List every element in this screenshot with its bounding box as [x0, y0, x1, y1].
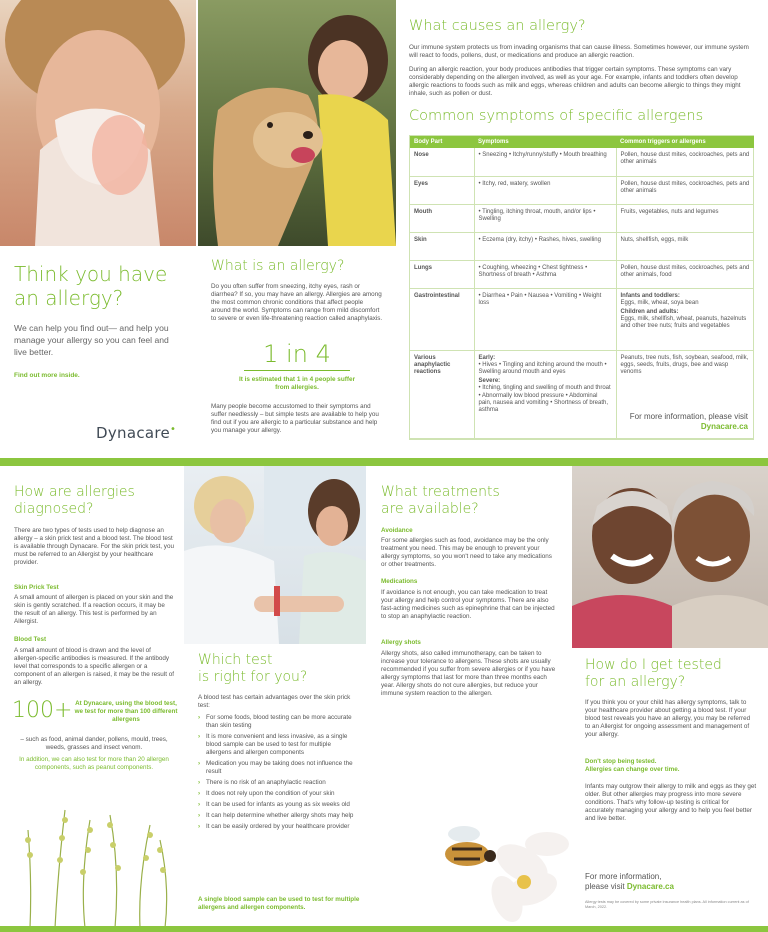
tested-body2: Infants may outgrow their allergy to milk and eggs as they get older. But other allergies may progress into more severe conditions. That's why follow-up testing is critical for accurately managing your allergy and to help you feel better and live better. — [585, 783, 757, 822]
list-item: › There is no risk of an anaphylactic reaction — [198, 779, 358, 787]
skin-prick-body: A small amount of allergen is placed on your skin and the skin is gently scratched. If a reaction occurs, it may be the result of an allergy. This test is performed by an Allergist. — [14, 594, 174, 625]
allergy-shots-body: Allergy shots, also called immunotherapy, can be taken to increase your tolerance to allergens. These shots are usually recommended if you suffer from severe allergies or if you have allergy symptoms that last for more than three months each year. Allergy shots do not cure allergies, but reduce your immune system reaction to the allergen. — [381, 650, 556, 697]
body-part-cell: Mouth — [410, 204, 474, 232]
body-part-cell: Lungs — [410, 260, 474, 288]
components-text: In addition, we can also test for more than 20 allergen components, such as peanut components. — [19, 756, 169, 771]
children-triggers: Eggs, milk, shellfish, wheat, peanuts, hazelnuts and other tree nuts; fruits and vegetables — [620, 316, 747, 330]
ragweed-plant-photo — [10, 800, 186, 928]
smiling-couple-photo — [572, 466, 768, 648]
symptoms-cell: • Diarrhea • Pain • Nausea • Vomiting • Weight loss — [474, 288, 616, 350]
triggers-cell: Pollen, house dust mites, cockroaches, pets and other animals — [616, 176, 754, 204]
medications-body: If avoidance is not enough, you can take medication to treat your allergy and help control your symptoms. There are also fast-acting medicines such as epinephrine that can be injected to stop an anaphylactic reaction. — [381, 589, 555, 620]
allergy-shots-title: Allergy shots — [381, 639, 421, 646]
list-item: › It can be used for infants as young as six weeks old — [198, 801, 358, 809]
list-item: › It can help determine whether allergy shots may help — [198, 812, 358, 820]
table-row — [410, 350, 754, 438]
symptoms-title: Common symptoms of specific allergens — [409, 108, 704, 124]
dynacare-url-link[interactable]: Dynacare.ca — [626, 882, 674, 891]
more-info-footer: For more information, please visit Dynacare.ca — [585, 872, 674, 891]
causes-p1: Our immune system protects us from invading organisms that can cause illness. Sometimes however, our immune system will react to foods, pollens, dust, or medications and produce an allergic reaction. — [409, 44, 749, 59]
symptoms-cell — [474, 350, 616, 438]
dynacare-url-link[interactable]: Dynacare.ca — [700, 421, 748, 431]
header-symptoms: Symptoms — [474, 136, 616, 148]
symptoms-cell: • Coughing, wheezing • Chest tightness • Shortness of breath • Asthma — [474, 260, 616, 288]
triggers-cell: Nuts, shellfish, eggs, milk — [616, 232, 754, 260]
list-item: › It can be easily ordered by your healthcare provider — [198, 823, 358, 831]
body-part-cell: Gastrointestinal — [410, 288, 474, 350]
blood-test-photo — [184, 466, 366, 644]
causes-p2: During an allergic reaction, your body produces antibodies that trigger certain symptoms. These symptoms can vary considerably depending on the allergen involved, as well as your age. For example, infants and toddlers often develop allergic reactions to foods such as milk and eggs, whereas children and adults can become allergic to things they might inhale, such as pollen or dust. — [409, 66, 741, 97]
table-more-info: For more information, please visit Dynacare.ca — [629, 411, 748, 431]
medications-title: Medications — [381, 578, 418, 585]
symptoms-cell: • Sneezing • Itchy/runny/stuffy • Mouth breathing — [474, 148, 616, 176]
table-header-row — [410, 136, 754, 148]
table-row — [410, 260, 754, 288]
diagnosed-intro: There are two types of tests used to help diagnose an allergy – a skin prick test and a blood test. The blood test is available through Dynacare. For the skin prick test, you must be referred to an Allergist by your healthcare provider. — [14, 527, 174, 566]
skin-prick-title: Skin Prick Test — [14, 584, 59, 591]
symptoms-cell: • Tingling, itching throat, mouth, and/or lips • Swelling — [474, 204, 616, 232]
stat-caption: It is estimated that 1 in 4 people suffer from allergies. — [238, 376, 356, 391]
table-row — [410, 204, 754, 232]
early-symptoms: • Hives • Tingling and itching around the mouth • Swelling around mouth and eyes — [478, 361, 607, 375]
list-item: › It is more convenient and less invasive, as a single blood sample can be used to test for multiple allergens and allergen components — [198, 733, 358, 757]
list-item: › Medication you may be taking does not influence the result — [198, 760, 358, 776]
table-row — [410, 232, 754, 260]
tested-title: How do I get tested for an allergy? — [585, 657, 722, 690]
blood-test-title: Blood Test — [14, 636, 47, 643]
list-item: › It does not rely upon the condition of your skin — [198, 790, 358, 798]
bee-flower-photo — [412, 804, 572, 928]
what-is-allergy-body: Do you often suffer from sneezing, itchy eyes, rash or diarrhea? If so, you may have an allergy. Allergies are among the most common chronic conditions that affect people around the world. Symptoms can range from mild discomfort to severe or even life-threatening reaction called anaphylaxis. — [211, 283, 383, 322]
header-triggers: Common triggers or allergens — [616, 136, 754, 148]
table-row — [410, 288, 754, 350]
sneezing-woman-photo — [0, 0, 196, 246]
table-row — [410, 148, 754, 176]
what-is-allergy-body2: Many people become accustomed to their symptoms and suffer needlessly – but simple tests are available to help you find out if you are allergic to a particular substance and help you manage your allergy. — [211, 403, 379, 434]
triggers-cell: Pollen, house dust mites, cockroaches, pets and other animals, food — [616, 260, 754, 288]
big-number: 100+ — [12, 698, 73, 723]
fine-print: Allergy tests may be covered by some private insurance health plans. All information current as of March, 2022. — [585, 900, 749, 909]
stat-number: 1 in 4 — [263, 340, 331, 368]
big-number-caption: At Dynacare, using the blood test, we test for more than 100 different allergens — [74, 700, 178, 723]
triggers-cell: Pollen, house dust mites, cockroaches, pets and other animals — [616, 148, 754, 176]
diagnosed-title: How are allergies diagnosed? — [14, 484, 135, 517]
early-label: Early: — [478, 354, 496, 361]
children-label: Children and adults: — [620, 308, 679, 315]
dynacare-logo: Dynacare• — [96, 424, 177, 442]
severe-symptoms: • Itching, tingling and swelling of mouth and throat • Abnormally low blood pressure • Abdominal pain, nausea and vomiting • Shortness of breath, asthma — [478, 385, 611, 413]
causes-title: What causes an allergy? — [409, 18, 586, 34]
body-part-cell: Nose — [410, 148, 474, 176]
triggers-cell: Fruits, vegetables, nuts and legumes — [616, 204, 754, 232]
avoidance-title: Avoidance — [381, 527, 413, 534]
infants-triggers: Eggs, milk, wheat, soya bean — [620, 299, 699, 306]
right-for-you-intro: A blood test has certain advantages over the skin prick test: — [198, 694, 351, 709]
anaphylactic-triggers: Peanuts, tree nuts, fish, soybean, seafood, milk, eggs, seeds, fruits, drugs, bee and wasp venoms — [620, 354, 749, 375]
body-part-cell: Skin — [410, 232, 474, 260]
body-part-cell: Eyes — [410, 176, 474, 204]
girl-with-dog-photo — [198, 0, 396, 246]
allergen-list-text: – such as food, animal dander, pollens, mould, trees, weeds, grasses and insect venom. — [20, 736, 168, 751]
right-for-you-closing: A single blood sample can be used to test for multiple allergens and allergen components. — [198, 896, 360, 911]
symptoms-table — [410, 136, 754, 439]
list-item: › For some foods, blood testing can be more accurate than skin testing — [198, 714, 358, 730]
bottom-band — [0, 926, 768, 932]
header-body-part: Body Part — [410, 136, 474, 148]
stat-divider — [244, 370, 350, 371]
cover-title: Think you have an allergy? — [14, 262, 168, 310]
keep-testing-note: Don't stop being tested. Allergies can change over time. — [585, 758, 680, 773]
severe-label: Severe: — [478, 378, 501, 385]
cover-intro: We can help you find out— and help you manage your allergy so you can feel and live better. — [14, 323, 169, 357]
what-is-allergy-title: What is an allergy? — [211, 258, 345, 274]
body-part-cell: Various anaphylactic reactions — [410, 350, 474, 438]
section-divider-band — [0, 458, 768, 466]
triggers-cell — [616, 350, 754, 438]
blood-test-body: A small amount of blood is drawn and the level of allergen-specific antibodies is measured. If the antibody level that corresponds to a specific allergen or a component of an allergen is raised, it may be the result of an allergy. — [14, 647, 174, 686]
avoidance-body: For some allergies such as food, avoidance may be the only treatment you need. This may be enough to prevent your allergy symptoms, so you won't need to take any medications or other treatments. — [381, 537, 552, 568]
symptoms-cell: • Itchy, red, watery, swollen — [474, 176, 616, 204]
find-out-more-link[interactable]: Find out more inside. — [14, 372, 80, 379]
symptoms-table-wrap — [409, 135, 754, 440]
infants-label: Infants and toddlers: — [620, 292, 680, 299]
symptoms-cell: • Eczema (dry, itchy) • Rashes, hives, swelling — [474, 232, 616, 260]
triggers-cell — [616, 288, 754, 350]
advantages-list — [198, 714, 358, 834]
treatments-title: What treatments are available? — [381, 484, 500, 517]
right-for-you-title: Which test is right for you? — [198, 652, 308, 685]
tested-body: If you think you or your child has allergy symptoms, talk to your healthcare provider about getting a blood test. If your blood test reveals you have an allergy, you may be referred to an Allergist for ongoing assessment and management of your allergy. — [585, 699, 751, 738]
table-row — [410, 176, 754, 204]
